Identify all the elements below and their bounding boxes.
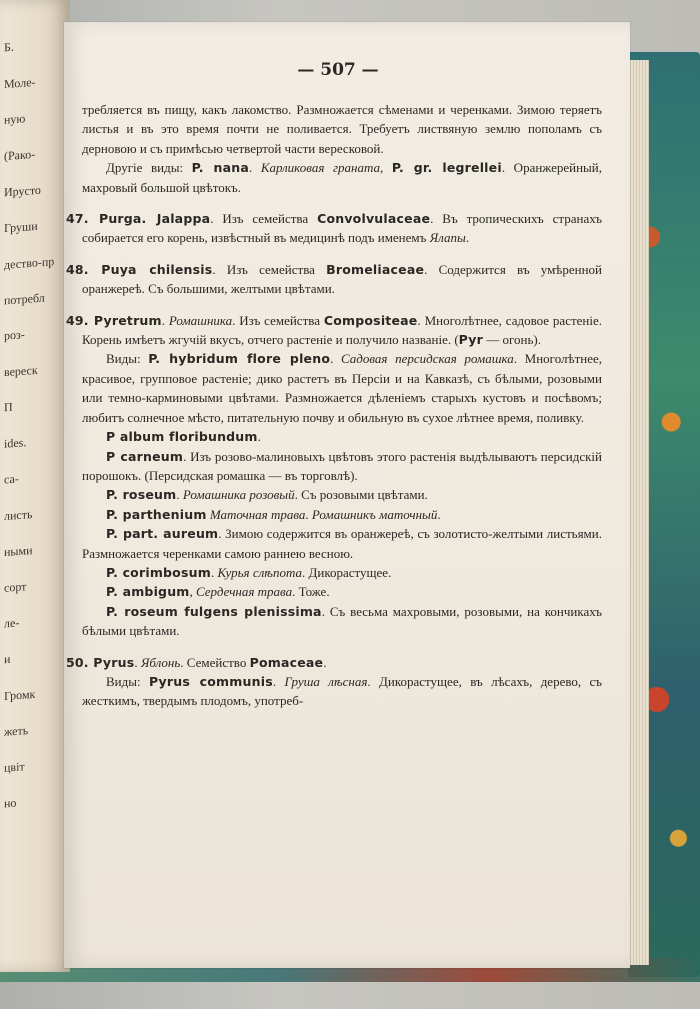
text-run: . (437, 506, 441, 522)
left-page-fragment: Груши (4, 218, 38, 236)
text-run: . Съ розовыми цвѣтами. (294, 487, 428, 503)
text-run: , (189, 584, 197, 600)
left-page-fragment: са- (4, 471, 19, 487)
latin-name: Pyr (458, 332, 483, 348)
russian-name: Ромашника (168, 312, 233, 328)
left-page-fragment: жеть (4, 723, 29, 739)
text-run: . Семейство (180, 654, 250, 670)
left-page-fragment: но (4, 795, 17, 811)
left-page-fragment: Б. (4, 39, 14, 55)
latin-name: Compositeae (323, 312, 418, 328)
paragraph-e48 (66, 260, 602, 299)
entry-number: 47. (66, 211, 99, 227)
left-page-fragment: ную (4, 111, 26, 127)
paragraph-e49b (82, 447, 602, 486)
page-number: — 507 — (297, 60, 379, 80)
paragraph-cont1 (82, 100, 602, 158)
paragraph-gap (82, 641, 602, 653)
russian-name: Ялапы (429, 230, 466, 246)
left-page-fragment: П (4, 399, 13, 415)
text-run: . Въ тропическихъ странахъ собирается его корень, извѣстный въ медицинѣ подъ именемъ (82, 211, 602, 246)
paragraph-e50v (82, 672, 602, 711)
latin-name: P. gr. legrellei (391, 160, 502, 176)
russian-name: Груша лѣсная (284, 673, 368, 689)
latin-name: Purga. Jalappa (98, 211, 211, 227)
text-run: . (249, 160, 261, 176)
left-page-fragment: листь (4, 507, 33, 523)
book-page (64, 22, 630, 968)
text-run: . Изъ семейства (212, 261, 327, 277)
latin-name: Pomaceae (249, 654, 324, 670)
paragraph-e49v (82, 349, 602, 427)
russian-name: Курья слѣпота (217, 564, 302, 580)
text-run: . Зимою содержится въ оранжереѣ, съ золотисто-желтыми листьями. Размножается черенками самою раннею весною. (82, 526, 602, 561)
paragraph-e49c (82, 485, 602, 504)
russian-name: Карликовая граната (260, 160, 381, 176)
text-run: Другіе виды: (106, 160, 192, 176)
text-run: . (176, 487, 183, 503)
latin-name: P. nana (191, 160, 250, 176)
entry-number: 49. (66, 312, 94, 328)
text-run: . (330, 351, 342, 367)
left-page-fragment: ides. (4, 435, 27, 451)
latin-name: Convolvulaceae (317, 211, 431, 227)
text-run: . (134, 654, 141, 670)
text-run: — огонь). (482, 332, 541, 348)
page-text (66, 100, 603, 711)
text-run: Виды: (106, 351, 149, 367)
latin-name: P. hybridum flore pleno (148, 351, 331, 367)
text-run: , (380, 160, 392, 176)
text-run: . Оранжерейный, махровый большой цвѣтокъ. (82, 160, 603, 195)
latin-name: P. ambigum (106, 584, 190, 600)
paragraph-gap (82, 248, 602, 260)
text-run: . Изъ семейства (210, 211, 318, 227)
paragraph-e49 (66, 311, 602, 350)
left-facing-page (0, 0, 70, 972)
latin-name: Bromeliaceae (326, 261, 425, 277)
text-run: . Съ весьма махровыми, розовыми, на кончикахъ бѣлыми цвѣтами. (82, 603, 602, 639)
paragraph-e49g (82, 582, 602, 601)
russian-name: Ромашникъ маточный (311, 506, 438, 522)
latin-name: P. part. aureum (106, 526, 219, 542)
entry-number: 48. (66, 261, 102, 277)
paragraph-e49h (82, 602, 602, 641)
paragraph-cont2 (82, 158, 602, 197)
left-page-fragment: сорт (4, 579, 27, 595)
russian-name: Сердечная трава (196, 584, 293, 600)
left-page-fragment: роз- (4, 327, 25, 343)
paragraph-e50 (66, 653, 602, 672)
text-run: . (257, 429, 261, 445)
paragraph-e49d (82, 505, 602, 524)
latin-name: Pyretrum (93, 312, 162, 328)
paragraph-e49a (82, 427, 602, 446)
text-run: . (272, 673, 285, 689)
left-page-fragment: Моле- (4, 74, 36, 92)
left-page-fragment: цвіт (4, 759, 25, 775)
latin-name: P. corimbosum (106, 564, 211, 580)
left-page-fragment: Громк (4, 686, 36, 704)
text-run: . Изъ розово-малиновыхъ цвѣтовъ этого растенія выдѣлываютъ персидскій порошокъ. (Персидская ромашка — въ торговлѣ). (82, 448, 602, 483)
russian-name: Садовая персидская ромашка (341, 351, 514, 367)
latin-name: Pyrus communis (148, 673, 273, 689)
text-run: . Дикорастущее. (302, 564, 392, 580)
left-page-fragment: ными (4, 543, 33, 559)
left-page-fragment: и (4, 651, 11, 667)
left-page-fragment: вереск (4, 362, 38, 380)
latin-name: P carneum (106, 448, 184, 464)
latin-name: P album floribundum (106, 429, 258, 445)
text-run: . Многолѣтнее, красивое, групповое растеніе; дико растетъ въ Персіи и на Кавказѣ, съ бѣлыми, розовыми или темно-карминовыми цвѣтами. Размножается дѣленіемъ старыхъ кустовъ и посѣвомъ; любитъ солнечное мѣсто, питательную почву и обильную въ сухое лѣтнее время, поливку. (82, 351, 602, 425)
text-run: . Тоже. (292, 584, 330, 600)
left-page-fragment: дество-пр (4, 254, 55, 272)
paragraph-e47 (66, 209, 602, 248)
paragraph-gap (82, 197, 602, 209)
entry-number: 50. (66, 654, 94, 670)
text-run: . (161, 312, 169, 328)
text-run: . (323, 654, 327, 670)
left-page-fragment: Ирусто (4, 182, 41, 200)
latin-name: P. roseum (106, 487, 177, 503)
russian-name: Ромашника розовый (182, 487, 295, 503)
text-run: . Многолѣтнее, садовое растеніе. Корень имѣетъ жгучій вкусъ, отчего растеніе и получило названіе. ( (82, 312, 602, 348)
russian-name: Маточная трава (209, 506, 306, 522)
latin-name: Puya chilensis (101, 261, 213, 277)
paragraph-gap (82, 299, 602, 311)
text-run: . (305, 506, 312, 522)
text-run: . Содержится въ умѣренной оранжереѣ. Съ большими, желтыми цвѣтами. (82, 261, 602, 297)
left-page-fragment: ле- (4, 615, 20, 631)
latin-name: P. roseum fulgens plenissima (106, 603, 322, 619)
paragraph-e49e (82, 524, 602, 563)
latin-name: P. parthenium (106, 506, 207, 522)
text-run: Виды: (106, 673, 149, 689)
text-run: требляется въ пищу, какъ лакомство. Размножается сѣменами и черенками. Зимою теряетъ листья и въ это время почти не поливается. Требуетъ листвяную землю пополамъ съ дерновою и съ примѣсью четвертой части вересковой. (82, 102, 602, 156)
text-run: . Дикорастущее, въ лѣсахъ, дерево, съ жесткимъ, твердымъ плодомъ, употреб- (82, 673, 602, 709)
russian-name: Яблонь (140, 654, 181, 670)
text-run: . (210, 564, 218, 580)
text-run: . (465, 230, 470, 246)
text-run: . Изъ семейства (232, 312, 324, 328)
latin-name: Pyrus (93, 654, 135, 670)
left-page-fragment: потребл (4, 290, 45, 308)
paragraph-e49f (82, 563, 602, 582)
left-page-fragment: (Рако- (4, 146, 36, 164)
